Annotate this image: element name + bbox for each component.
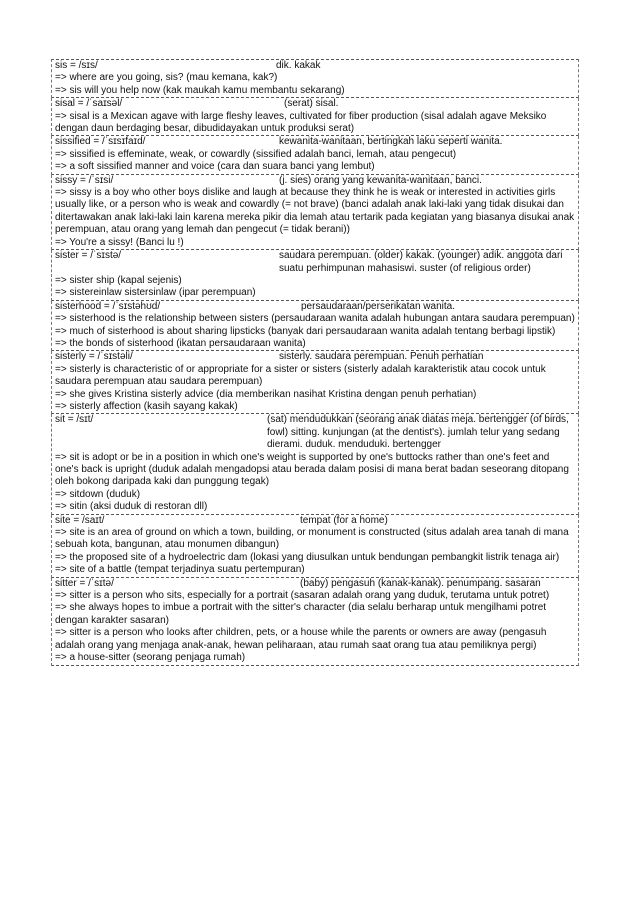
entry-meaning: persaudaraan/perserikatan wanita. xyxy=(301,300,455,312)
dictionary-entry xyxy=(51,414,579,514)
example-line: => site is an area of ground on which a town, building, or monument is constructed (situs adalah area tanah di mana sebuah kota, bangunan, atau monumen dibangun) xyxy=(55,527,569,551)
entry-word: sisterly = /ˈsɪstəli/ xyxy=(55,351,133,363)
entry-headline xyxy=(55,515,575,527)
entry-meaning: (j. sies) orang yang kewanita-wanitaan, banci. xyxy=(279,174,482,186)
entry-word: sissy = /ˈsɪsi/ xyxy=(55,174,114,186)
example-line: => much of sisterhood is about sharing lipsticks (banyak dari persaudaraan wanita adalah tentang berbagi lipstik) xyxy=(55,325,556,337)
entry-headline xyxy=(55,175,575,187)
dictionary-entry xyxy=(51,301,579,352)
example-line: => sisterly is characteristic of or appropriate for a sister or sisters (sisterly adalah karakteristik atau cocok untuk saudara perempuan atau saudara perempuan) xyxy=(55,363,546,388)
entry-headline xyxy=(55,98,575,110)
dictionary-entry xyxy=(51,250,579,301)
entry-meaning: (sat) mendudukkan (seorang anak diatas meja. bertengger (of birds, fowl) sitting. kunjungan (at the dentist's). jumlah telur yang sedang dierami. duduk. menduduki. bertengger xyxy=(267,414,569,451)
example-line: => the proposed site of a hydroelectric dam (lokasi yang diusulkan untuk bendungan pembangkit listrik tenaga air) xyxy=(55,551,560,563)
entry-word: sissified = /ˈsɪsɪfaɪd/ xyxy=(55,136,146,148)
example-line: => sisterly affection (kasih sayang kakak) xyxy=(55,400,238,412)
dictionary-entry xyxy=(51,98,579,136)
entry-meaning: (baby) pengasuh (kanak-kanak). penumpang. sasaran xyxy=(300,577,541,589)
entry-headline xyxy=(55,578,575,590)
entry-headline xyxy=(55,301,575,313)
entry-meaning: sisterly. saudara perempuan. Penuh perhatian xyxy=(279,351,484,363)
example-line: => site of a battle (tempat terjadinya suatu pertempuran) xyxy=(55,564,305,576)
entry-meaning: dik. kakak xyxy=(276,60,321,71)
entry-word: sitter = /ˈsɪtə/ xyxy=(55,577,114,589)
dictionary-entry xyxy=(51,136,579,174)
example-line: => sitter is a person who looks after children, pets, or a house while the parents or owners are away (pengasuh adalah orang yang menjaga anak-anak, hewan peliharaan, atau rumah saat orang tua atau pemiliknya pergi) xyxy=(55,627,547,651)
example-line: => sis will you help now (kak maukah kamu membantu sekarang) xyxy=(55,84,345,96)
entry-meaning: tempat (for a home) xyxy=(300,514,388,526)
example-line: => sisterhood is the relationship between sisters (persaudaraan wanita adalah hubungan antara saudara perempuan) xyxy=(55,313,575,325)
example-line: => a soft sissified manner and voice (cara dan suara banci yang lembut) xyxy=(55,161,375,173)
entry-headline xyxy=(55,250,575,275)
dictionary-entry xyxy=(51,351,579,414)
entry-meaning: saudara perempuan. (older) kakak. (younger) adik. anggota dari suatu perhimpunan mahasiswi. suster (of religious order) xyxy=(279,250,563,274)
example-line: => sit is adopt or be in a position in which one's weight is supported by one's buttocks rather than one's feet and one's back is upright (duduk adalah mengadopsi atau berada dalam posisi di mana berat badan seseorang ditopang oleh bokong daripada kaki dan punggung tegak) xyxy=(55,451,569,488)
entry-headline xyxy=(55,351,575,363)
dictionary-entry xyxy=(51,175,579,250)
dictionary-entry xyxy=(51,515,579,578)
dictionary-page xyxy=(51,59,579,666)
example-line: => sitin (aksi duduk di restoran dll) xyxy=(55,501,208,513)
entry-meaning: (serat) sisal. xyxy=(284,98,339,110)
entry-headline xyxy=(55,414,575,451)
entry-word: sisterhood = /ˈsɪstəhʊd/ xyxy=(55,300,161,312)
example-line: => she always hopes to imbue a portrait with the sitter's character (dia selalu berharap untuk mengilhami potret dengan karakter sasaran) xyxy=(55,602,547,626)
entry-word: site = /saɪt/ xyxy=(55,514,105,526)
example-line: => sister ship (kapal sejenis) xyxy=(55,274,182,286)
example-line: => sissified is effeminate, weak, or cowardly (sissified adalah banci, lemah, atau pengecut) xyxy=(55,148,457,160)
example-line: => sistereinlaw sistersinlaw (ipar perempuan) xyxy=(55,287,256,299)
entry-headline xyxy=(55,136,575,148)
example-line: => You're a sissy! (Banci lu !) xyxy=(55,236,184,248)
dictionary-entry xyxy=(51,578,579,666)
example-line: => sissy is a boy who other boys dislike and laugh at because they think he is weak or interested in activities girls usually like, or a person who is weak and cowardly (= not brave) (banci adalah anak laki-laki yang tidak disukai dan ditertawakan anak laki-laki lain karena mereka pikir dia lemah atau tertarik pada kegiatan yang biasanya disukai anak perempuan, atau orang yang lemah dan pengecut (= tidak berani)) xyxy=(55,187,575,236)
example-line: => sitter is a person who sits, especially for a portrait (sasaran adalah orang yang duduk, terutama untuk potret) xyxy=(55,590,550,602)
entry-meaning: kewanita-wanitaan, bertingkah laku seperti wanita. xyxy=(279,136,503,148)
entry-headline xyxy=(55,60,575,72)
example-line: => sitdown (duduk) xyxy=(55,488,141,500)
entry-word: sit = /sɪt/ xyxy=(55,414,94,426)
dictionary-entry xyxy=(51,59,579,98)
example-line: => she gives Kristina sisterly advice (dia memberikan nasihat Kristina dengan penuh perhatian) xyxy=(55,388,477,400)
example-line: => a house-sitter (seorang penjaga rumah) xyxy=(55,652,246,664)
example-line: => sisal is a Mexican agave with large fleshy leaves, cultivated for fiber production (sisal adalah agave Meksiko dengan daun berdaging besar, dibudidayakan untuk produksi serat) xyxy=(55,110,547,135)
example-line: => where are you going, sis? (mau kemana, kak?) xyxy=(55,72,278,84)
example-line: => the bonds of sisterhood (ikatan persaudaraan wanita) xyxy=(55,337,306,349)
entry-word: sis = /sɪs/ xyxy=(55,60,98,71)
entry-word: sister = /ˈsɪstə/ xyxy=(55,250,122,262)
entry-word: sisal = /ˈsaɪsəl/ xyxy=(55,98,123,110)
